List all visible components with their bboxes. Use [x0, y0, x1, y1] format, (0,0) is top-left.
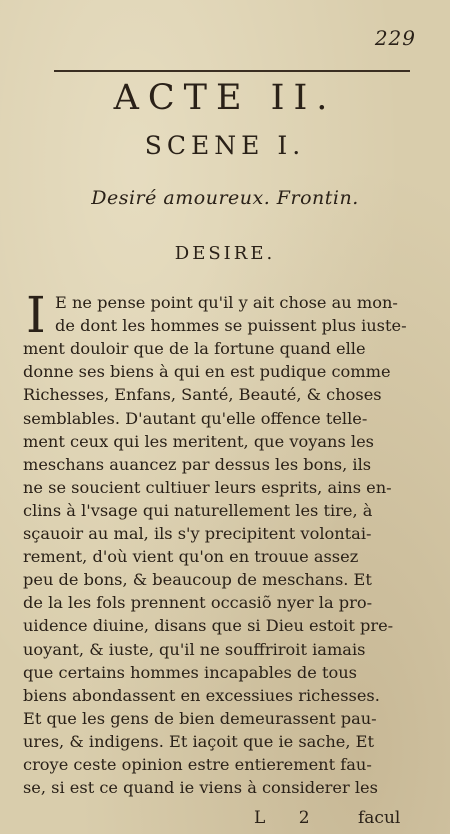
act-title: ACTE II. — [113, 78, 337, 118]
text-line: de dont les hommes se puissent plus iuste- — [55, 316, 407, 336]
signature-mark: L 2 — [254, 808, 324, 828]
text-line: Richesses, Enfans, Santé, Beauté, & choses — [23, 385, 382, 405]
text-line: E ne pense point qu'il y ait chose au mon- — [55, 293, 398, 312]
text-line: que certains hommes incapables de tous — [23, 662, 357, 682]
drop-cap: I — [26, 286, 46, 344]
text-line: uoyant, & iuste, qu'il ne souffriroit iamais — [23, 639, 366, 659]
speaker-name: DESIRE. — [174, 243, 276, 264]
text-line: peu de bons, & beaucoup de meschans. Et — [23, 570, 372, 590]
catchword: facul — [358, 808, 401, 828]
text-line: biens abondassent en excessiues richesses. — [23, 685, 380, 705]
text-line: ment douloir que de la fortune quand elle — [23, 339, 366, 359]
text-line: Et que les gens de bien demeurassent pau- — [23, 708, 377, 728]
text-line: ne se soucient cultiuer leurs esprits, ains en- — [23, 477, 392, 497]
text-line: meschans auancez par dessus les bons, ils — [23, 454, 372, 474]
text-line: de la les fols prennent occasiõ nyer la pro- — [23, 593, 373, 613]
text-line: sçauoir au mal, ils s'y precipitent volontai- — [23, 524, 372, 543]
text-line: uidence diuine, disans que si Dieu estoit pre- — [23, 616, 394, 636]
text-line: rement, d'où vient qu'on en trouue assez — [23, 547, 359, 567]
text-line: croye ceste opinion estre entierement fau- — [23, 755, 372, 774]
text-line: semblables. D'autant qu'elle offence telle- — [23, 408, 368, 428]
page-number: 229 — [374, 26, 416, 50]
text-line: donne ses biens à qui en est pudique comme — [23, 362, 391, 382]
header-rule — [54, 70, 410, 72]
text-line: ment ceux qui les meritent, que voyans les — [23, 431, 374, 451]
text-line: clins à l'vsage qui naturellement les tire, à — [23, 500, 373, 520]
character-list: Desiré amoureux. Frontin. — [91, 187, 359, 209]
text-line: se, si est ce quand ie viens à considerer les — [23, 778, 378, 798]
text-line: ures, & indigens. Et iaçoit que ie sache, Et — [23, 731, 374, 751]
scene-title: SCENE I. — [144, 131, 306, 160]
